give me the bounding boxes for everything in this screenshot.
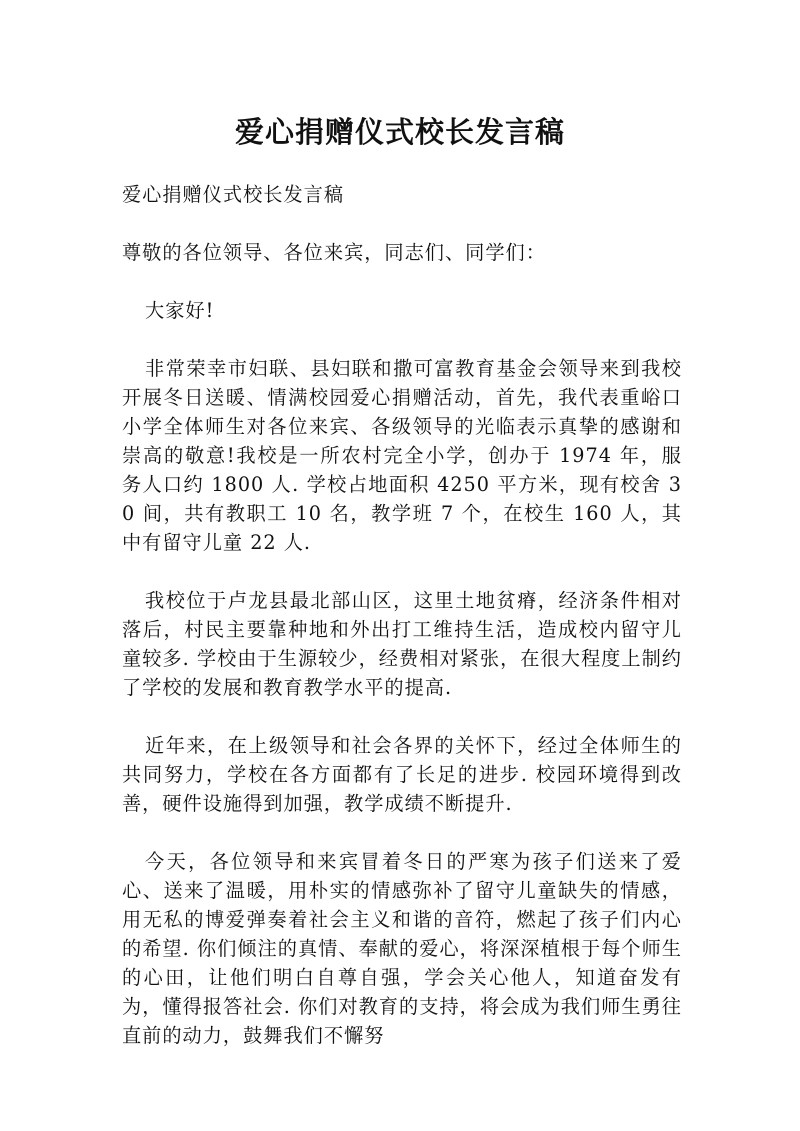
document-subtitle: 爱心捐赠仪式校长发言稿 — [122, 183, 345, 206]
salutation: 尊敬的各位领导、各位来宾，同志们、同学们： — [122, 241, 546, 264]
paragraph-thanks: 今天，各位领导和来宾冒着冬日的严寒为孩子们送来了爱心、送来了温暖，用朴实的情感弥补了留守儿童缺失的情感，用无私的博爱弹奏着社会主义和谐的音符，燃起了孩子们内心的希望. 你们倾注的真情、奉献的爱心，将深深植根于每个师生的心田，让他们明白自尊自强，学会关心他人，知道奋发有为，懂得报答社会. 你们对教育的支持，将会成为我们师生勇往直前的动力，鼓舞我们不懈努 — [122, 850, 682, 1047]
document-title: 爱心捐赠仪式校长发言稿 — [234, 115, 565, 149]
document-body — [122, 180, 682, 1079]
paragraph-school-location: 我校位于卢龙县最北部山区，这里土地贫瘠，经济条件相对落后，村民主要靠种地和外出打工维持生活，造成校内留守儿童较多. 学校由于生源较少，经费相对紧张，在很大程度上制约了学校的发展和教育教学水平的提高. — [122, 589, 682, 699]
paragraph-greeting: 大家好! — [145, 299, 215, 322]
paragraph-school-intro: 非常荣幸市妇联、县妇联和撒可富教育基金会领导来到我校开展冬日送暖、情满校园爱心捐赠活动，首先，我代表重峪口小学全体师生对各位来宾、各级领导的光临表示真挚的感谢和崇高的敬意!我校是一所农村完全小学，创办于 1974 年，服务人口约 1800 人. 学校占地面积 4250 平方米，现有校舍 30 间，共有教职工 10 名，教学班 7 个，在校生 160 人，其中有留守儿童 22 人. — [122, 357, 682, 554]
paragraph-progress: 近年来，在上级领导和社会各界的关怀下，经过全体师生的共同努力，学校在各方面都有了长足的进步. 校园环境得到改善，硬件设施得到加强，教学成绩不断提升. — [122, 734, 682, 815]
